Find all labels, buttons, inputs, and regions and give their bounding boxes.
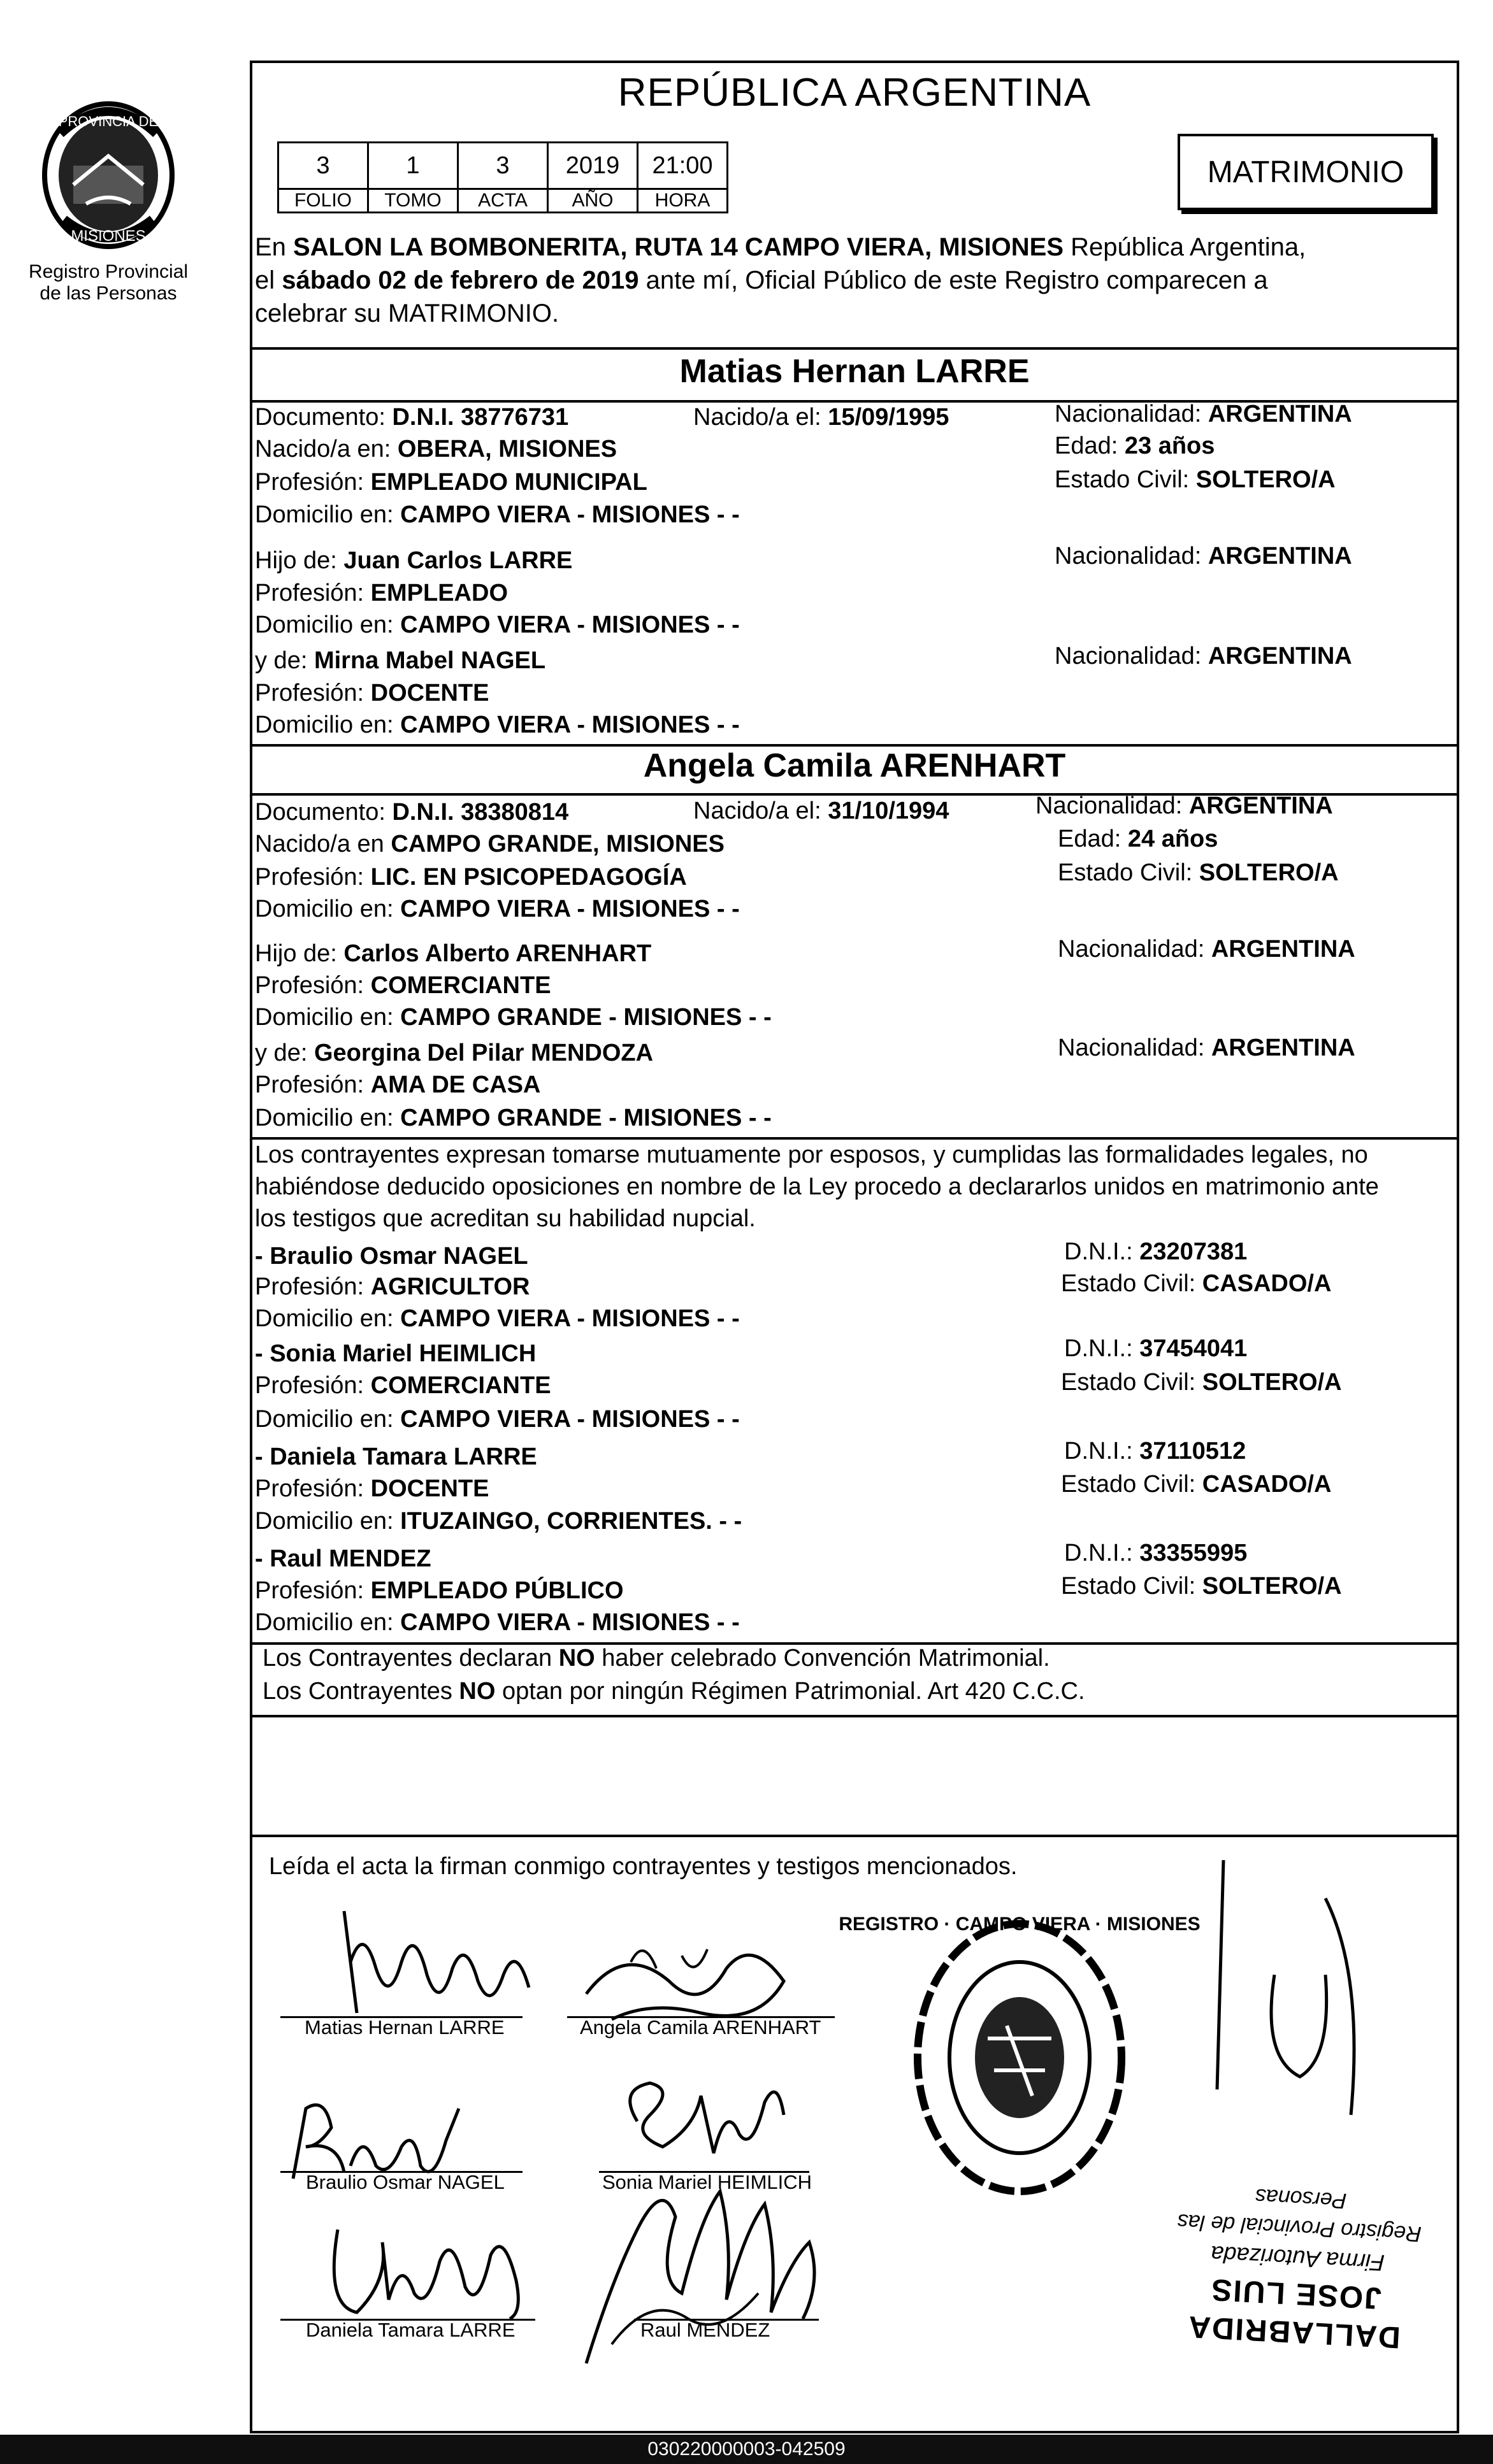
value: D.N.I. 38776731 xyxy=(392,404,569,431)
value: ARGENTINA xyxy=(1208,643,1352,670)
testigo-1-estado-civil xyxy=(1061,1268,1331,1300)
hora-label: HORA xyxy=(638,189,728,213)
contrayente2-name: Angela Camila ARENHART xyxy=(643,747,1066,784)
value: CAMPO GRANDE - MISIONES - - xyxy=(400,1105,772,1131)
signature-name-2: Angela Camila ARENHART xyxy=(580,2016,821,2038)
value: EMPLEADO PÚBLICO xyxy=(370,1577,624,1604)
label: Profesión: xyxy=(255,864,371,891)
intro-line-2 xyxy=(255,264,1453,297)
testigo-3-dni xyxy=(1064,1435,1246,1467)
testigo-4-profesion xyxy=(255,1575,624,1607)
c1-madre xyxy=(255,645,545,677)
anio-label: AÑO xyxy=(548,189,638,213)
value: CAMPO VIERA - MISIONES - - xyxy=(400,712,740,738)
label: Profesión: xyxy=(255,1372,371,1399)
label: Hijo de: xyxy=(255,940,344,967)
value: AGRICULTOR xyxy=(370,1273,530,1300)
value: 23 años xyxy=(1124,433,1215,459)
value: 23207381 xyxy=(1139,1238,1248,1265)
label: Estado Civil: xyxy=(1061,1573,1202,1600)
signature-name-6: Raul MENDEZ xyxy=(640,2319,770,2341)
label: Domicilio en: xyxy=(255,896,401,922)
value: D.N.I. 38380814 xyxy=(392,799,569,826)
value: 31/10/1994 xyxy=(828,798,949,824)
declaracion-line: habiéndose deducido oposiciones en nombre de la Ley procedo a declararlos unidos en matrimonio ante xyxy=(255,1173,1379,1200)
tomo-value: 1 xyxy=(368,143,458,189)
intro-text: ante mí, Oficial Público de este Registro comparecen a xyxy=(638,266,1268,294)
anio-value: 2019 xyxy=(548,143,638,189)
value: SOLTERO/A xyxy=(1202,1573,1342,1600)
c1-madre-nacionalidad xyxy=(1055,640,1352,672)
c1-nacido-en xyxy=(255,433,617,465)
c1-padre-profesion xyxy=(255,577,508,609)
label: Domicilio en: xyxy=(255,1508,401,1535)
acta-label: ACTA xyxy=(458,189,548,213)
value: EMPLEADO xyxy=(370,580,508,606)
label: Edad: xyxy=(1058,826,1128,852)
label: Estado Civil: xyxy=(1061,1369,1202,1396)
label: D.N.I.: xyxy=(1064,1238,1140,1265)
value: 37110512 xyxy=(1139,1438,1246,1465)
value: LIC. EN PSICOPEDAGOGÍA xyxy=(370,864,687,891)
c2-profesion xyxy=(255,861,687,893)
convencion-line-1 xyxy=(263,1642,1050,1674)
testigo-1-profesion xyxy=(255,1271,530,1303)
value: CAMPO GRANDE - MISIONES - - xyxy=(400,1004,772,1031)
value: CAMPO VIERA - MISIONES - - xyxy=(400,1305,740,1332)
svg-text:MISIONES: MISIONES xyxy=(71,227,146,245)
value: SOLTERO/A xyxy=(1199,859,1339,886)
label: Nacido/a en xyxy=(255,831,391,857)
text: Los Contrayentes declaran xyxy=(263,1645,559,1672)
stamp-institution: Registro Provincial de las Personas xyxy=(1176,2184,1422,2247)
label: Profesión: xyxy=(255,1071,371,1098)
c1-estado-civil xyxy=(1055,464,1336,496)
text: haber celebrado Convención Matrimonial. xyxy=(595,1645,1050,1672)
value: CASADO/A xyxy=(1202,1471,1332,1498)
testigo-3-estado-civil xyxy=(1061,1468,1331,1500)
value: 15/09/1995 xyxy=(828,404,949,431)
label: Domicilio en: xyxy=(255,1406,401,1433)
value: CAMPO VIERA - MISIONES - - xyxy=(400,612,740,638)
c2-edad xyxy=(1058,823,1218,855)
label: Estado Civil: xyxy=(1061,1471,1202,1498)
testigo-1-name: - Braulio Osmar NAGEL xyxy=(255,1243,528,1270)
c2-nacido-el xyxy=(693,795,949,827)
value: ARGENTINA xyxy=(1208,401,1352,427)
text: NO xyxy=(459,1678,496,1705)
c1-domicilio xyxy=(255,499,740,531)
c1-documento xyxy=(255,401,568,433)
label: Nacionalidad: xyxy=(1058,1035,1211,1061)
value: OBERA, MISIONES xyxy=(397,436,617,462)
label: Nacionalidad: xyxy=(1035,792,1189,819)
hora-value: 21:00 xyxy=(638,143,728,189)
value: CAMPO GRANDE, MISIONES xyxy=(391,831,725,857)
value: SOLTERO/A xyxy=(1195,466,1336,493)
signature-matias-icon xyxy=(306,1886,561,2032)
acta-type-box: MATRIMONIO xyxy=(1178,134,1434,210)
testigo-2-dni xyxy=(1064,1333,1247,1365)
value: ITUZAINGO, CORRIENTES. - - xyxy=(400,1508,742,1535)
signature-name-3: Braulio Osmar NAGEL xyxy=(306,2171,505,2193)
value: ARGENTINA xyxy=(1188,792,1333,819)
convencion-line-2 xyxy=(263,1675,1085,1707)
logo-caption-line1: Registro Provincial xyxy=(28,261,189,282)
value: CAMPO VIERA - MISIONES - - xyxy=(400,1406,740,1433)
label: Nacido/a el: xyxy=(693,404,828,431)
footer-code: 030220000003-042509 xyxy=(647,2439,846,2460)
text: Los Contrayentes xyxy=(263,1678,459,1705)
label: Nacido/a el: xyxy=(693,798,828,824)
contrayente1-name: Matias Hernan LARRE xyxy=(679,353,1030,390)
label: y de: xyxy=(255,647,314,674)
signature-name-5: Daniela Tamara LARRE xyxy=(306,2319,516,2341)
intro-line-3: celebrar su MATRIMONIO. xyxy=(255,299,559,327)
value: ARGENTINA xyxy=(1211,936,1355,963)
label: Domicilio en: xyxy=(255,612,401,638)
logo-caption xyxy=(13,261,204,304)
label: Domicilio en: xyxy=(255,1609,401,1636)
label: Domicilio en: xyxy=(255,1305,401,1332)
c2-madre-domicilio xyxy=(255,1102,772,1134)
c1-madre-domicilio xyxy=(255,709,740,741)
value: 24 años xyxy=(1127,826,1218,852)
c1-padre-nacionalidad xyxy=(1055,540,1352,572)
text: optan por ningún Régimen Patrimonial. Art 420 C.C.C. xyxy=(495,1678,1085,1705)
label: Documento: xyxy=(255,404,393,431)
svg-text:REGISTRO · CAMPO VIERA · MISIO: REGISTRO · CAMPO VIERA · MISIONES xyxy=(839,1914,1201,1935)
document-title: REPÚBLICA ARGENTINA xyxy=(617,71,1092,115)
text: NO xyxy=(558,1645,595,1672)
c2-padre-nacionalidad xyxy=(1058,933,1355,965)
label: Estado Civil: xyxy=(1055,466,1196,493)
value: Georgina Del Pilar MENDOZA xyxy=(314,1040,654,1066)
testigo-4-domicilio xyxy=(255,1607,740,1638)
label: Documento: xyxy=(255,799,393,826)
intro-text: En xyxy=(255,233,294,261)
value: SOLTERO/A xyxy=(1202,1369,1342,1396)
label: Nacionalidad: xyxy=(1055,401,1208,427)
testigo-2-estado-civil xyxy=(1061,1366,1342,1398)
value: CAMPO VIERA - MISIONES - - xyxy=(400,501,740,528)
signature-daniela-icon xyxy=(319,2204,548,2331)
label: Nacionalidad: xyxy=(1055,643,1208,670)
divider xyxy=(250,1715,1459,1717)
label: Edad: xyxy=(1055,433,1125,459)
value: ARGENTINA xyxy=(1211,1035,1355,1061)
value: COMERCIANTE xyxy=(370,972,551,999)
value: DOCENTE xyxy=(370,680,489,706)
c2-documento xyxy=(255,796,568,828)
value: Mirna Mabel NAGEL xyxy=(314,647,546,674)
stamp-official-name: DALLABRIDA JOSE LUIS xyxy=(1186,2272,1401,2354)
svg-text:PROVINCIA DE: PROVINCIA DE xyxy=(58,113,159,129)
testigo-3-name: - Daniela Tamara LARRE xyxy=(255,1443,537,1470)
c2-madre xyxy=(255,1037,653,1069)
testigo-2-name: - Sonia Mariel HEIMLICH xyxy=(255,1340,537,1367)
label: D.N.I.: xyxy=(1064,1438,1140,1465)
registry-seal-icon xyxy=(839,1905,1201,2210)
label: Estado Civil: xyxy=(1058,859,1199,886)
official-signature-icon xyxy=(1198,1847,1389,2204)
divider xyxy=(250,1835,1459,1837)
intro-line-1 xyxy=(255,231,1453,264)
value: AMA DE CASA xyxy=(370,1071,541,1098)
value: Juan Carlos LARRE xyxy=(343,547,573,574)
label: Profesión: xyxy=(255,469,371,496)
c2-madre-nacionalidad xyxy=(1058,1032,1355,1064)
value: CASADO/A xyxy=(1202,1270,1332,1297)
c2-padre xyxy=(255,938,651,970)
value: CAMPO VIERA - MISIONES - - xyxy=(400,896,740,922)
label: Profesión: xyxy=(255,580,371,606)
testigo-4-name: - Raul MENDEZ xyxy=(255,1545,431,1572)
declaracion-line: los testigos que acreditan su habilidad nupcial. xyxy=(255,1205,756,1232)
label: D.N.I.: xyxy=(1064,1540,1140,1566)
value: Carlos Alberto ARENHART xyxy=(343,940,652,967)
c2-domicilio xyxy=(255,893,740,925)
signature-name-4: Sonia Mariel HEIMLICH xyxy=(602,2171,812,2193)
tomo-label: TOMO xyxy=(368,189,458,213)
testigo-1-domicilio xyxy=(255,1303,740,1335)
testigo-4-dni xyxy=(1064,1537,1247,1569)
testigo-4-estado-civil xyxy=(1061,1570,1342,1602)
folio-label: FOLIO xyxy=(278,189,368,213)
logo-caption-line2: de las Personas xyxy=(40,283,177,304)
label: Nacido/a en: xyxy=(255,436,398,462)
c2-padre-domicilio xyxy=(255,1001,772,1033)
c1-padre xyxy=(255,545,572,577)
label: Profesión: xyxy=(255,972,371,999)
folio-value: 3 xyxy=(278,143,368,189)
label: Profesión: xyxy=(255,1475,371,1502)
value: ARGENTINA xyxy=(1208,543,1352,569)
c1-madre-profesion xyxy=(255,677,489,709)
value: COMERCIANTE xyxy=(370,1372,551,1399)
testigo-3-domicilio xyxy=(255,1505,742,1537)
divider xyxy=(250,347,1459,350)
testigo-2-domicilio xyxy=(255,1403,740,1435)
c1-edad xyxy=(1055,430,1215,462)
intro-paragraph xyxy=(255,231,1453,330)
label: Profesión: xyxy=(255,1577,371,1604)
label: D.N.I.: xyxy=(1064,1335,1140,1362)
label: Domicilio en: xyxy=(255,712,401,738)
label: Nacionalidad: xyxy=(1055,543,1208,569)
label: Domicilio en: xyxy=(255,501,401,528)
value: 33355995 xyxy=(1139,1540,1248,1566)
c1-padre-domicilio xyxy=(255,609,740,641)
label: Nacionalidad: xyxy=(1058,936,1211,963)
value: CAMPO VIERA - MISIONES - - xyxy=(400,1609,740,1636)
value: 37454041 xyxy=(1139,1335,1248,1362)
folio-table xyxy=(277,141,728,213)
signature-name-1: Matias Hernan LARRE xyxy=(305,2016,505,2038)
c2-estado-civil xyxy=(1058,857,1339,889)
acta-value: 3 xyxy=(458,143,548,189)
label: y de: xyxy=(255,1040,314,1066)
official-stamp xyxy=(1140,2184,1453,2359)
intro-text: República Argentina, xyxy=(1064,233,1306,261)
declaracion-paragraph xyxy=(255,1139,1453,1235)
label: Profesión: xyxy=(255,1273,371,1300)
testigo-1-dni xyxy=(1064,1236,1247,1268)
cierre-text: Leída el acta la firman conmigo contrayentes y testigos mencionados. xyxy=(269,1853,1018,1880)
value: DOCENTE xyxy=(370,1475,489,1502)
testigo-2-profesion xyxy=(255,1370,551,1401)
c1-nacionalidad xyxy=(1055,398,1352,430)
stamp-role: Firma Autorizada xyxy=(1210,2240,1385,2277)
label: Domicilio en: xyxy=(255,1105,401,1131)
label: Domicilio en: xyxy=(255,1004,401,1031)
intro-text: el xyxy=(255,266,282,294)
value: EMPLEADO MUNICIPAL xyxy=(370,469,647,496)
declaracion-line: Los contrayentes expresan tomarse mutuamente por esposos, y cumplidas las formalidades legales, no xyxy=(255,1142,1368,1168)
testigo-3-profesion xyxy=(255,1473,489,1505)
c2-madre-profesion xyxy=(255,1069,540,1101)
c1-profesion xyxy=(255,466,647,498)
c2-padre-profesion xyxy=(255,970,551,1001)
label: Profesión: xyxy=(255,680,371,706)
label: Hijo de: xyxy=(255,547,344,574)
provincia-misiones-seal-icon xyxy=(35,96,182,261)
c2-nacido-en xyxy=(255,828,725,860)
ceremony-place: SALON LA BOMBONERITA, RUTA 14 CAMPO VIERA, MISIONES xyxy=(293,233,1064,261)
label: Estado Civil: xyxy=(1061,1270,1202,1297)
ceremony-date: sábado 02 de febrero de 2019 xyxy=(282,266,639,294)
c2-nacionalidad xyxy=(1035,790,1333,822)
c1-nacido-el xyxy=(693,401,949,433)
